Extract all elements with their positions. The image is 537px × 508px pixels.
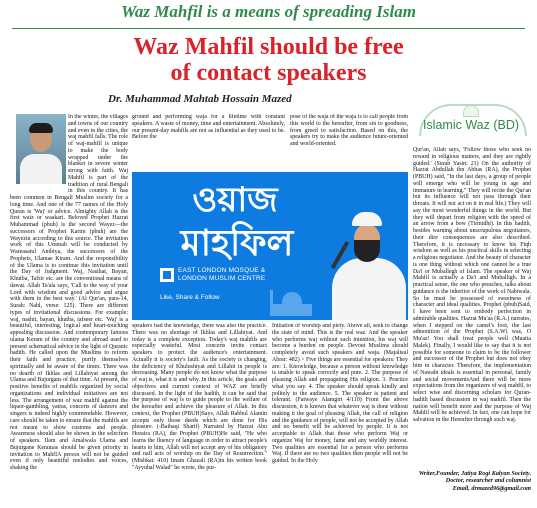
banner-tagline: Like, Share & Follow bbox=[160, 294, 220, 301]
kicker: Waz Mahfil is a means of spreading Islam bbox=[121, 2, 416, 21]
column-3-top-text: pose of the waja of the waja is to call people from this world to the hereafter, from sin to goodness, from greed to satisfaction. Based on this, the speakers try to make the audience future-oriented and world-oriented. bbox=[290, 114, 408, 147]
signature-line-1: Writer,Founder, Jatiya Rogi Kalyan Society. bbox=[418, 470, 531, 477]
mosque-silhouette-icon bbox=[262, 288, 322, 316]
headline bbox=[0, 34, 537, 86]
article-column-4 bbox=[413, 147, 531, 467]
headline-line-1: Waz Mahfil should be free bbox=[133, 34, 404, 60]
islamic-waz-brand bbox=[411, 104, 531, 144]
brand-dome-icon bbox=[463, 105, 479, 117]
byline: Dr. Muhammad Mahtab Hossain Mazed bbox=[108, 93, 292, 105]
column-2-top-text: ground and performing waja for a lifetime with constant speakers. A waste of money, time and entertainment. Absolutely, our present-day mahfils are not as influential as they used to be. Before the bbox=[132, 114, 285, 141]
article-column-3-bottom bbox=[272, 323, 408, 508]
author-signature bbox=[413, 470, 531, 492]
column-3-bottom-text: Initiation of worship and piety. Above all, seek to change the state of mind. This is the real waz. And the speaker who performs waj without such intention, his waj will become a burden on people. Devout Muslims should completely avoid such speakers and waja. (Majalisul Abrar: 482) > Five things are essential for speakers: They are: 1. Knowledge, because a person without knowledge is unable to speak correctly and pure. 2. The purpose of pleasing Allah and propagating His religion. 3. Practice what you say. 4. The speaker should speak kindly and politely to the audience. 5. The speaker is patient and tolerant. (Fatwaye Alamgiri 4/110) From the above discussion, it is known that whatever waj is done without making it the goal of pleasing Allah, the call of religion and the guidance of people, will not be accepted by Allah and no benefit will be achieved by people. It is not acceptable to Allah that those who perform Waj or organize Waj for money, fame and any worldly interest. Two qualities are essential for a person who performs Waj. If there are no two qualities then people will not be guided. In the Holy bbox=[272, 323, 408, 464]
headline-line-2: of contact speakers bbox=[170, 60, 367, 86]
column-1-text: In the winter, the villages and towns of our country and even in the cities, the waj mahfil falls. The role of waj-mahfil is unique to make the body wrapped under the blanket in severe winter strong with faith. Waj Mahfil is part of the tradition of rural Bengali in this country. It has been common in Bengali Muslim society for a long time. And one of the 77 names of the Holy Quran is 'Waj' or advice. Almighty Allah is the first waiz or waakari. Beloved Prophet Hazrat Muhammad (pbuh) is the second Wayez—the successors of Prophet Karim (pbuh) are the Wayezin according to this source. The invitation work of this Ummah will be conducted by Wareasatul Ambiya, the successors of the Prophets, Ulamae Kiram. And the responsibility of the Ulama is to continue this invitation until the Day of Judgment. Waj, Nasihat, Bayan, Khutba, Tafsir etc. are the conventional means of dawat. Allah Ta'ala says, 'Call to the way of your Lord with wisdom and good advice and argue with them in the best way.' (Al Qur'an, para-14, Surah: Nahl, verse: 125). There are different types of invitational discussions. For example: waj, nashit, bayan, khutba, tafseer etc. 'Waj' is a beautiful, interesting, logical and heart-touching appealing discussion. And contemporary famous ulama Keram of the country and abroad used to present schematical advice in the light of Quranic hadith. He called upon the Muslims to reform their faith and practice, purify themselves spiritually and be aware of the times. There was no dearth of Ikhlas and Lillahiyat among the Ulama and Bujurgans of that time. At present, the positive benefits of mahfils organized by social organizations and individual initiatives are not less. The arrangement of waz mahfil against the liquor-gambling, yatras, concerts of dancers and singers is indeed highly commendable. However, care should be taken to ensure that the mahfils are not meant to show customs and people. Awareness should also be shown in the selection of speakers. Ilam and Amalwala Ulama and Bujurgane Keramas should be given priority in invitation to MahfIA person will not be guided even if only beautiful melodies and voices, shaking the bbox=[10, 114, 128, 471]
banner-org-line-2: LONDON MUSLIM CENTRE bbox=[178, 275, 266, 282]
brand-label: Islamic Waz (BD) bbox=[422, 118, 520, 132]
article-column-2-bottom bbox=[132, 323, 267, 508]
waz-mahfil-banner-image bbox=[132, 172, 408, 320]
banner-bengali-line-1: ওয়াজ bbox=[192, 180, 278, 220]
speaker-figure bbox=[328, 212, 408, 320]
banner-org-line-1: EAST LONDON MOSQUE & bbox=[178, 267, 266, 274]
column-2-bottom-text: speakers had the knowledge, there was also the practice. There was no shortage of Ikhlas and Lillahiyat. And today is a complete exception. Today's waj mahfils are especially wasteful. Most concerts invite contact speakers to protect the audience's entertainment. Actually it is society's fault. As the society is changing, the deficiency of Khulushiyat and Lillahit in people is decreasing. Many people do not know what the purpose of waj is, what it is and why. In this article, the goals and objectives and current context of WAZ are briefly discussed. In the light of the hadith, it can be said that the purpose of waj is to guide people to the welfare of the hereafter and achieve the pleasure of Allah. In this context, the Prophet (PBUH)Says, Allah Rabbul Alamin accepts only those deeds which are done for His pleasure. (-Baihaqi Sharif) Narrated by Hazrat Abu Horaira (RA), the Prophet (PBUH)He said, "He who learns the fluency of language in order to attract people's hearts to him, Allah will not accept any of his obligatory and nafl acts of worship on the Day of Resurrection." (Mishkat: 410) Imam Ghazali (RA)in his written book "Ayyuhal Walad" he wrote, the pur- bbox=[132, 323, 267, 471]
banner-bengali-line-2: মাহফিল bbox=[180, 223, 294, 264]
column-4-text: Qur'an, Allah says, 'Follow those who seek no reward in religious matters, and they are rightly guided.' (Surah Yasin: 21) On the authority of Hazrat Abdullah ibn Abbas (RA), the Prophet (PBUH) said, "In the last days, a group of people will emerge who will be young in age and immature in learning." They will recite the Qur'an but its influence will not pass through their throats. It will not act on it in real life.) They will say the most wonderful things in the world. But they will depart from religion with the speed of an arrow from a bow (Tirmidhi). In this hadith, besides warning about unscrupulous negotiators, their dire consequences are also described. Therefore, it is necessary to know his Fiqh wisdom as well as his practical skills in selecting a religious negotiator. And the beauty of character is one thing without which one cannot be a true Da'i or Muballegh of Islam. The speaker of Waj Mahfil is actually a Da'i and Muballigh. In a practical sense, the one who preaches, talks about guidance is the inheritor of the work of Nabiwala. So he must be possessed of sweetness of character and ideal qualities. Prophet (pbuh)Said, I have been sent to embody perfection in admirable qualities. Hazrat Mu'aa (R.A.) narrates, when I stepped on the camel's foot, the last admonition of the Prophet (S.A.W) was, O Mu'az! You shall treat people well (Muatta Malek). Finally, I would like to say that it is not possible for someone to claim to be the follower and successor of the Prophet but does not obey him in character. Therefore, the implementation of Nawabi ideals is essential in personal, family and social movementsAnd there will be more expectations from the organizers of waj mahfil, to select wise and discerning scholars for Quran-hadith based discussion in waj mahfil. Then the nation will benefit more and the purpose of Waj Mahfil will be achieved. In fact, one can hope for salvation in the Hereafter through such waj. bbox=[413, 147, 531, 423]
article-column-2-top bbox=[132, 114, 285, 170]
mosque-logo-icon bbox=[160, 268, 174, 282]
signature-line-3: Email, drmazed96@gmail.com bbox=[452, 484, 531, 492]
kicker-divider bbox=[12, 28, 525, 29]
author-photo bbox=[16, 114, 66, 184]
signature-line-2: Doctor, researcher and columnist bbox=[445, 477, 531, 485]
article-column-3-top bbox=[290, 114, 408, 170]
